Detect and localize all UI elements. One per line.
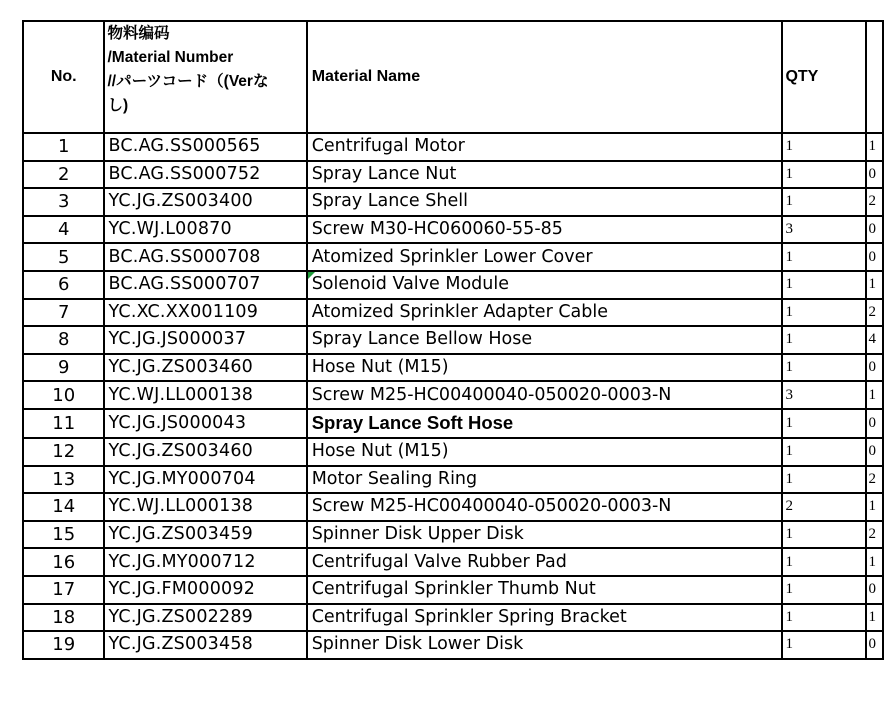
cell-material-number[interactable]: YC.JG.FM000092	[104, 576, 306, 604]
table-row	[23, 243, 883, 271]
material-name-text: Centrifugal Valve Rubber Pad	[311, 551, 567, 572]
material-name-text: Solenoid Valve Module	[311, 274, 509, 295]
cell-material-name[interactable]	[307, 299, 783, 327]
cell-material-number[interactable]: YC.JG.ZS003459	[104, 521, 306, 549]
cell-material-name[interactable]	[307, 326, 783, 354]
header-material-number-jp-cont: し)	[107, 97, 129, 114]
material-name-text: Screw M25-HC00400040-050020-0003-N	[311, 384, 672, 405]
table-row	[23, 161, 883, 189]
cell-next-column[interactable]: 0	[866, 354, 883, 382]
table-row	[23, 548, 883, 576]
table-row	[23, 631, 883, 659]
cell-material-number[interactable]: YC.WJ.LL000138	[104, 381, 306, 409]
cell-material-name[interactable]	[307, 548, 783, 576]
parts-table	[22, 20, 884, 660]
material-name-text: Screw M30-HC060060-55-85	[311, 219, 563, 240]
cell-no[interactable]: 4	[23, 216, 104, 244]
cell-qty[interactable]: 1	[782, 188, 866, 216]
cell-no[interactable]: 15	[23, 521, 104, 549]
cell-material-number[interactable]: BC.AG.SS000708	[104, 243, 306, 271]
table-body	[23, 133, 883, 659]
cell-no[interactable]: 11	[23, 409, 104, 438]
cell-qty[interactable]: 1	[782, 604, 866, 632]
table-row	[23, 466, 883, 494]
cell-qty[interactable]: 1	[782, 243, 866, 271]
cell-material-number[interactable]: YC.JG.MY000704	[104, 466, 306, 494]
cell-qty[interactable]: 1	[782, 521, 866, 549]
cell-no[interactable]: 19	[23, 631, 104, 659]
material-name-text: Spinner Disk Upper Disk	[311, 524, 524, 545]
material-name-text: Hose Nut (M15)	[311, 441, 449, 462]
cell-material-name[interactable]	[307, 521, 783, 549]
cell-next-column[interactable]: 1	[866, 271, 883, 299]
cell-next-column[interactable]: 1	[866, 493, 883, 521]
table-row	[23, 271, 883, 299]
cell-material-name[interactable]	[307, 188, 783, 216]
cell-material-number[interactable]: YC.JG.ZS003458	[104, 631, 306, 659]
header-no[interactable]: No.	[23, 21, 104, 133]
cell-qty[interactable]: 3	[782, 381, 866, 409]
cell-qty[interactable]: 1	[782, 299, 866, 327]
cell-material-number[interactable]: YC.JG.ZS003400	[104, 188, 306, 216]
material-name-text: Spinner Disk Lower Disk	[311, 634, 524, 655]
cell-material-number[interactable]: BC.AG.SS000707	[104, 271, 306, 299]
cell-material-name[interactable]	[307, 271, 783, 299]
cell-qty[interactable]: 1	[782, 271, 866, 299]
cell-material-name[interactable]	[307, 466, 783, 494]
cell-material-name[interactable]	[307, 438, 783, 466]
cell-material-name[interactable]	[307, 409, 783, 438]
cell-qty[interactable]: 1	[782, 161, 866, 189]
table-row	[23, 216, 883, 244]
cell-material-number[interactable]: YC.WJ.LL000138	[104, 493, 306, 521]
header-material-number-cn: 物料编码	[107, 25, 170, 42]
cell-no[interactable]: 14	[23, 493, 104, 521]
cell-material-number[interactable]: YC.JG.JS000037	[104, 326, 306, 354]
table-row	[23, 188, 883, 216]
cell-no[interactable]: 2	[23, 161, 104, 189]
cell-material-number[interactable]: YC.JG.MY000712	[104, 548, 306, 576]
cell-qty[interactable]: 1	[782, 466, 866, 494]
cell-qty[interactable]: 1	[782, 548, 866, 576]
cell-no[interactable]: 9	[23, 354, 104, 382]
cell-material-number[interactable]: YC.WJ.L00870	[104, 216, 306, 244]
cell-next-column[interactable]: 0	[866, 243, 883, 271]
cell-next-column[interactable]: 2	[866, 521, 883, 549]
table-row	[23, 604, 883, 632]
cell-material-number[interactable]: YC.XC.XX001109	[104, 299, 306, 327]
cell-next-column[interactable]: 1	[866, 604, 883, 632]
cell-qty[interactable]: 1	[782, 409, 866, 438]
table-row	[23, 299, 883, 327]
cell-no[interactable]: 7	[23, 299, 104, 327]
material-name-text: Spray Lance Nut	[311, 163, 457, 184]
cell-no[interactable]: 1	[23, 133, 104, 161]
cell-next-column[interactable]: 0	[866, 409, 883, 438]
cell-next-column[interactable]: 0	[866, 438, 883, 466]
cell-next-column[interactable]: 0	[866, 216, 883, 244]
header-qty[interactable]: QTY	[782, 21, 866, 133]
header-material-number-jp: //パーツコード（(Verな	[107, 73, 269, 90]
material-name-text: Hose Nut (M15)	[311, 357, 449, 378]
cell-no[interactable]: 5	[23, 243, 104, 271]
cell-next-column[interactable]: 2	[866, 188, 883, 216]
cell-material-name[interactable]	[307, 381, 783, 409]
material-name-text: Spray Lance Shell	[311, 191, 468, 212]
cell-no[interactable]: 8	[23, 326, 104, 354]
table-row	[23, 354, 883, 382]
material-name-text: Centrifugal Sprinkler Thumb Nut	[311, 579, 596, 600]
material-name-text: Centrifugal Sprinkler Spring Bracket	[311, 606, 627, 627]
cell-qty[interactable]: 1	[782, 438, 866, 466]
material-name-text: Screw M25-HC00400040-050020-0003-N	[311, 496, 672, 517]
cell-next-column[interactable]: 2	[866, 466, 883, 494]
cell-material-name[interactable]	[307, 161, 783, 189]
cell-no[interactable]: 3	[23, 188, 104, 216]
cell-no[interactable]: 12	[23, 438, 104, 466]
material-name-text: Motor Sealing Ring	[311, 468, 478, 489]
table-row	[23, 409, 883, 438]
cell-next-column[interactable]: 2	[866, 299, 883, 327]
cell-next-column[interactable]: 0	[866, 161, 883, 189]
cell-no[interactable]: 13	[23, 466, 104, 494]
cell-material-name[interactable]	[307, 216, 783, 244]
cell-no[interactable]: 16	[23, 548, 104, 576]
cell-qty[interactable]: 2	[782, 493, 866, 521]
table-row	[23, 438, 883, 466]
table-row	[23, 381, 883, 409]
cell-material-name[interactable]	[307, 243, 783, 271]
cell-next-column[interactable]: 1	[866, 381, 883, 409]
cell-material-number[interactable]: YC.JG.JS000043	[104, 409, 306, 438]
cell-material-name[interactable]	[307, 354, 783, 382]
cell-material-name[interactable]	[307, 133, 783, 161]
table-row	[23, 326, 883, 354]
header-material-name[interactable]: Material Name	[307, 21, 783, 133]
cell-material-name[interactable]	[307, 604, 783, 632]
cell-next-column[interactable]: 1	[866, 548, 883, 576]
cell-qty[interactable]: 1	[782, 133, 866, 161]
comment-indicator-icon[interactable]	[308, 272, 315, 279]
table-row	[23, 576, 883, 604]
header-material-number-en: /Material Number	[107, 49, 234, 66]
cell-material-number[interactable]: BC.AG.SS000752	[104, 161, 306, 189]
cell-next-column[interactable]: 1	[866, 133, 883, 161]
header-material-number[interactable]	[104, 21, 306, 133]
material-name-text: Atomized Sprinkler Adapter Cable	[311, 301, 609, 322]
parts-list-sheet	[22, 20, 884, 660]
cell-next-column[interactable]: 0	[866, 631, 883, 659]
cell-qty[interactable]: 1	[782, 326, 866, 354]
cell-material-name[interactable]	[307, 576, 783, 604]
cell-next-column[interactable]: 0	[866, 576, 883, 604]
material-name-text: Atomized Sprinkler Lower Cover	[311, 246, 593, 267]
cell-no[interactable]: 17	[23, 576, 104, 604]
cell-qty[interactable]: 1	[782, 354, 866, 382]
cell-material-number[interactable]: YC.JG.ZS002289	[104, 604, 306, 632]
cell-next-column[interactable]: 4	[866, 326, 883, 354]
cell-no[interactable]: 10	[23, 381, 104, 409]
material-name-text: Centrifugal Motor	[311, 136, 465, 157]
header-next-column[interactable]	[866, 21, 883, 133]
cell-material-number[interactable]: BC.AG.SS000565	[104, 133, 306, 161]
header-row	[23, 21, 883, 133]
cell-qty[interactable]: 1	[782, 631, 866, 659]
table-row	[23, 521, 883, 549]
cell-no[interactable]: 6	[23, 271, 104, 299]
cell-material-name[interactable]	[307, 631, 783, 659]
cell-material-number[interactable]: YC.JG.ZS003460	[104, 438, 306, 466]
table-row	[23, 133, 883, 161]
cell-qty[interactable]: 1	[782, 576, 866, 604]
material-name-text: Spray Lance Soft Hose	[311, 411, 514, 433]
cell-no[interactable]: 18	[23, 604, 104, 632]
table-row	[23, 493, 883, 521]
cell-material-number[interactable]: YC.JG.ZS003460	[104, 354, 306, 382]
cell-qty[interactable]: 3	[782, 216, 866, 244]
cell-material-name[interactable]	[307, 493, 783, 521]
material-name-text: Spray Lance Bellow Hose	[311, 329, 533, 350]
